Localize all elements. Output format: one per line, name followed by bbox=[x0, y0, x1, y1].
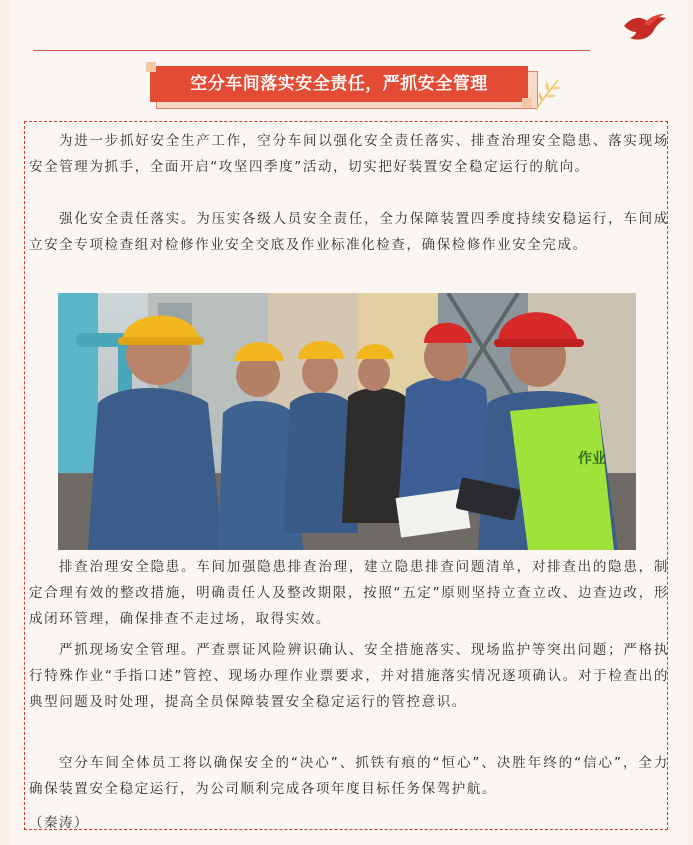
workers-photo bbox=[58, 293, 636, 550]
paragraph-intro: 为进一步抓好安全生产工作，空分车间以强化安全责任落实、排查治理安全隐患、落实现场安全管理为抓手，全面开启“攻坚四季度”活动，切实把好装置安全稳定运行的航向。 bbox=[29, 133, 669, 175]
paragraph-hazard: 排查治理安全隐患。车间加强隐患排查治理，建立隐患排查问题清单，对排查出的隐患，制定合理有效的整改措施，明确责任人及整改期限，按照“五定”原则坚持立查立改、边查边改，形成闭环管理，确保排查不走过场，取得实效。 bbox=[29, 559, 669, 627]
paragraph-onsite: 严抓现场安全管理。严查票证风险辨识确认、安全措施落实、现场监护等突出问题；严格执行特殊作业“手指口述”管控、现场办理作业票要求，并对措施落实情况逐项确认。对于检查出的典型问题及时处理，提高全员保障装置安全稳定运行的管控意识。 bbox=[29, 642, 669, 710]
header-divider bbox=[33, 50, 590, 51]
author-credit: （秦涛） bbox=[29, 815, 89, 831]
title-banner bbox=[150, 66, 540, 110]
bird-icon bbox=[622, 12, 668, 44]
paragraph-responsibility: 强化安全责任落实。为压实各级人员安全责任，全力保障装置四季度持续安稳运行，车间成立安全专项检查组对检修作业安全交底及作业标准化检查，确保检修作业安全完成。 bbox=[29, 211, 669, 253]
title-corner-tl bbox=[146, 62, 156, 72]
vest-text: 作业 bbox=[578, 450, 606, 466]
leaf-icon bbox=[532, 78, 562, 112]
paragraph-closing: 空分车间全体员工将以确保安全的“决心”、抓铁有痕的“恒心”、决胜年终的“信心”，全力确保装置安全稳定运行，为公司顺利完成各项年度目标任务保驾护航。 bbox=[29, 755, 669, 797]
workers-photo-illustration bbox=[58, 293, 636, 550]
article-title: 空分车间落实安全责任，严抓安全管理 bbox=[150, 66, 528, 102]
title-corner-br bbox=[522, 98, 532, 108]
